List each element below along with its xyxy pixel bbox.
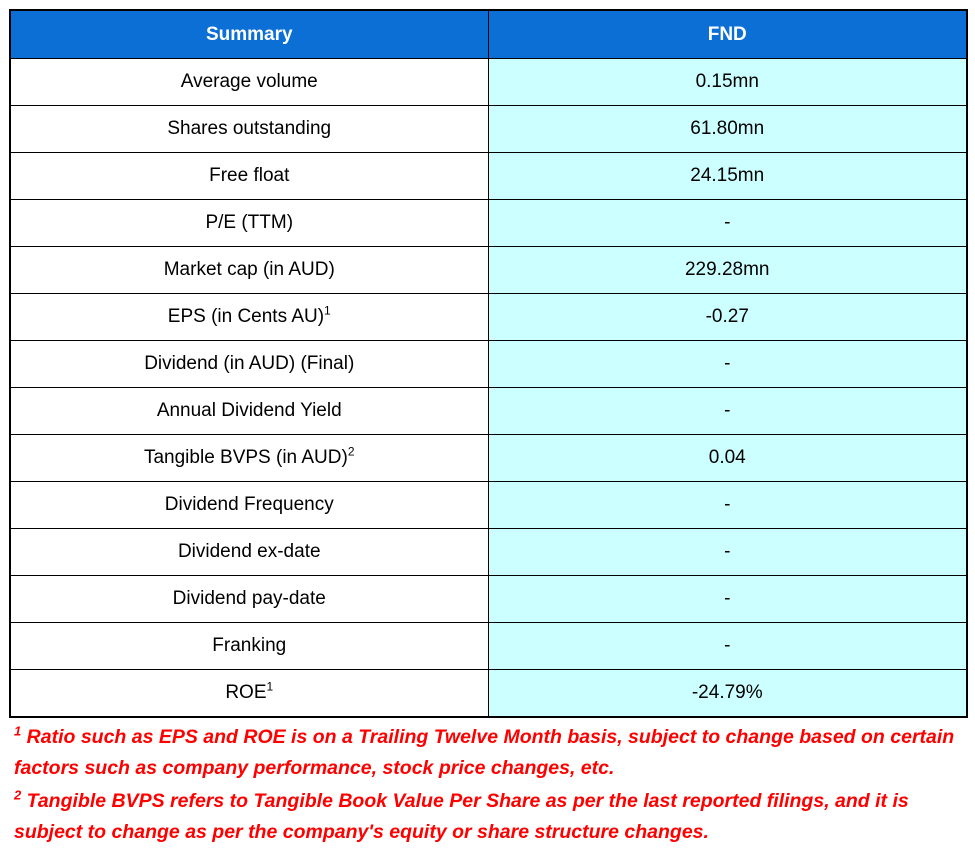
row-value: 61.80mn xyxy=(488,106,967,153)
table-row xyxy=(10,482,967,529)
footnote-text: Tangible BVPS refers to Tangible Book Value Per Share as per the last reported filings, and it is subject to change as per the company's equity or share structure changes. xyxy=(14,790,909,843)
row-value: 0.15mn xyxy=(488,59,967,106)
table-row xyxy=(10,576,967,623)
summary-table-container xyxy=(9,9,966,718)
table-row xyxy=(10,341,967,388)
row-label: Dividend ex-date xyxy=(10,529,488,576)
footnote-2 xyxy=(14,786,964,848)
row-value: - xyxy=(488,623,967,670)
row-label: Franking xyxy=(10,623,488,670)
row-label: Free float xyxy=(10,153,488,200)
row-label: Dividend (in AUD) (Final) xyxy=(10,341,488,388)
row-value: - xyxy=(488,341,967,388)
table-row xyxy=(10,623,967,670)
row-label: Tangible BVPS (in AUD)$^2$ xyxy=(10,435,488,482)
row-value: 24.15mn xyxy=(488,153,967,200)
footnote-marker: 1 xyxy=(14,723,22,739)
row-value: 0.04 xyxy=(488,435,967,482)
row-value: -0.27 xyxy=(488,294,967,341)
row-value: 229.28mn xyxy=(488,247,967,294)
row-label: P/E (TTM) xyxy=(10,200,488,247)
table-row xyxy=(10,294,967,341)
table-row xyxy=(10,388,967,435)
table-row xyxy=(10,200,967,247)
header-summary: Summary xyxy=(10,10,488,59)
table-row xyxy=(10,529,967,576)
row-value: -24.79% xyxy=(488,670,967,718)
table-header-row xyxy=(10,10,967,59)
table-row xyxy=(10,247,967,294)
summary-table xyxy=(9,9,968,718)
row-label: Shares outstanding xyxy=(10,106,488,153)
row-label: Average volume xyxy=(10,59,488,106)
table-row xyxy=(10,670,967,718)
table-row xyxy=(10,59,967,106)
row-label: Annual Dividend Yield xyxy=(10,388,488,435)
footnote-1 xyxy=(14,722,964,784)
row-label: EPS (in Cents AU)$^1$ xyxy=(10,294,488,341)
header-ticker: FND xyxy=(488,10,967,59)
footnote-marker: 2 xyxy=(14,787,22,803)
row-label: Dividend Frequency xyxy=(10,482,488,529)
row-label: Market cap (in AUD) xyxy=(10,247,488,294)
table-row xyxy=(10,435,967,482)
table-row xyxy=(10,106,967,153)
row-value: - xyxy=(488,388,967,435)
table-row xyxy=(10,153,967,200)
row-value: - xyxy=(488,200,967,247)
footnotes xyxy=(14,722,964,850)
footnote-text: Ratio such as EPS and ROE is on a Trailing Twelve Month basis, subject to change based on certain factors such as company performance, stock price changes, etc. xyxy=(14,726,955,779)
row-label: ROE$^1$ xyxy=(10,670,488,718)
row-value: - xyxy=(488,529,967,576)
row-value: - xyxy=(488,482,967,529)
row-label: Dividend pay-date xyxy=(10,576,488,623)
row-value: - xyxy=(488,576,967,623)
